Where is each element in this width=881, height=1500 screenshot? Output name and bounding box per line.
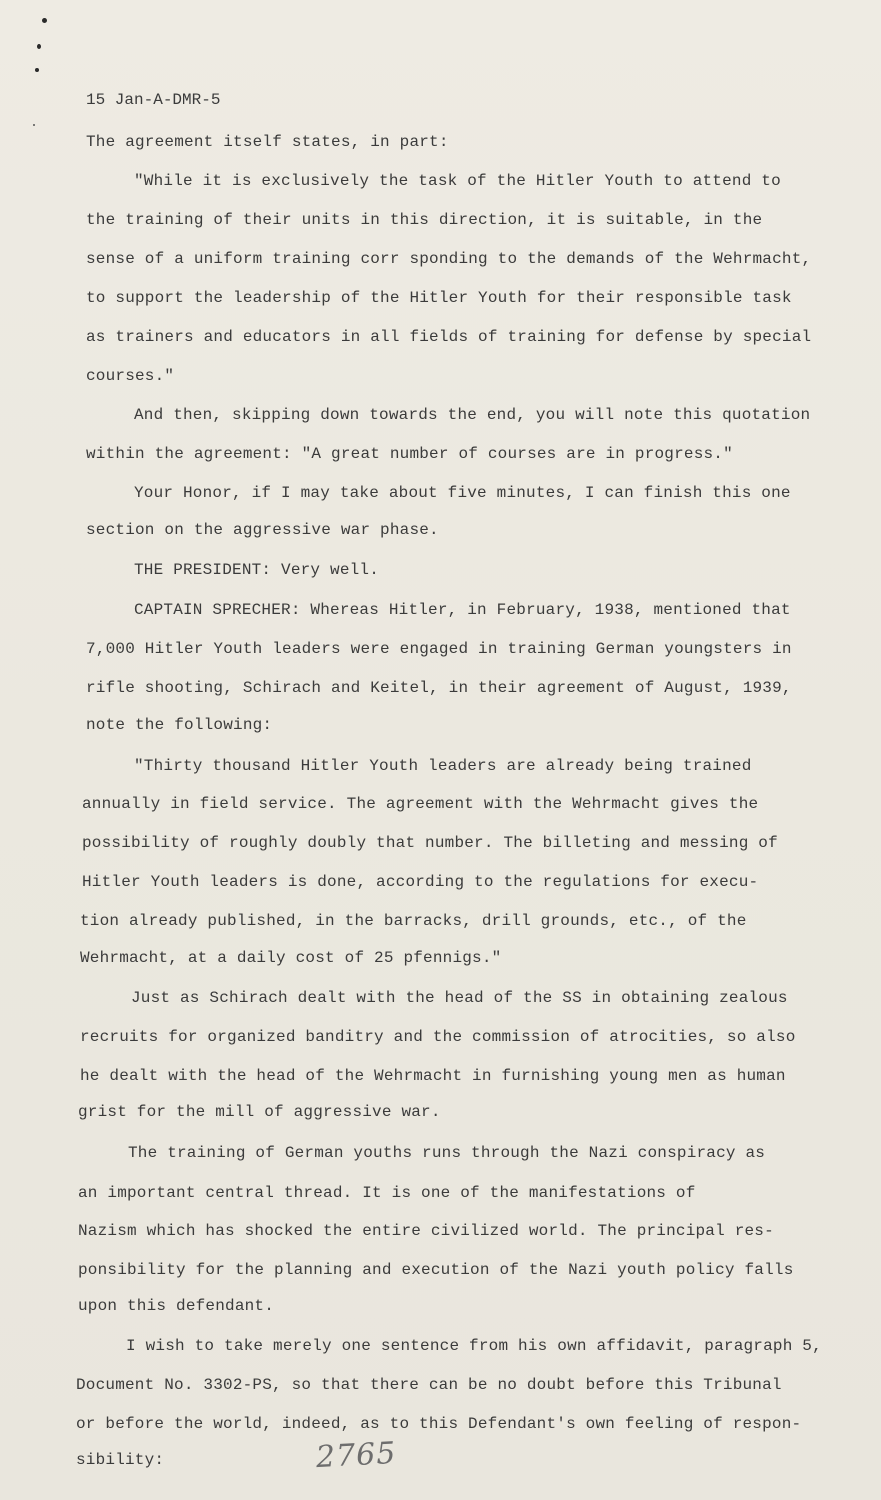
text-line: The agreement itself states, in part: — [86, 133, 449, 151]
text-line: I wish to take merely one sentence from his own affidavit, paragraph 5, — [126, 1337, 822, 1355]
text-line: "While it is exclusively the task of the Hitler Youth to attend to — [134, 172, 781, 190]
margin-mark — [35, 68, 39, 72]
text-line: "Thirty thousand Hitler Youth leaders are already being trained — [134, 757, 752, 775]
text-line: ponsibility for the planning and execution of the Nazi youth policy falls — [78, 1261, 794, 1279]
text-line: courses." — [86, 367, 175, 385]
text-line: Wehrmacht, at a daily cost of 25 pfennigs." — [80, 949, 502, 967]
text-line: note the following: — [86, 716, 273, 734]
text-line: The training of German youths runs through the Nazi conspiracy as — [128, 1144, 766, 1162]
text-line: Nazism which has shocked the entire civilized world. The principal res- — [78, 1222, 774, 1240]
text-line: Just as Schirach dealt with the head of the SS in obtaining zealous — [131, 989, 788, 1007]
text-line: upon this defendant. — [78, 1297, 275, 1315]
text-line: an important central thread. It is one of the manifestations of — [78, 1184, 696, 1202]
text-line: grist for the mill of aggressive war. — [78, 1103, 441, 1121]
text-line: sibility: — [76, 1451, 165, 1469]
text-line: Your Honor, if I may take about five minutes, I can finish this one — [134, 484, 791, 502]
margin-mark — [33, 124, 35, 126]
text-line: tion already published, in the barracks, drill grounds, etc., of the — [80, 912, 747, 930]
text-line: to support the leadership of the Hitler Youth for their responsible task — [86, 289, 792, 307]
text-line: or before the world, indeed, as to this Defendant's own feeling of respon- — [76, 1415, 802, 1433]
document-header: 15 Jan-A-DMR-5 — [86, 91, 221, 109]
text-line: Document No. 3302-PS, so that there can be no doubt before this Tribunal — [76, 1376, 782, 1394]
text-line: annually in field service. The agreement with the Wehrmacht gives the — [82, 795, 759, 813]
text-line: as trainers and educators in all fields of training for defense by special — [86, 328, 812, 346]
text-line: recruits for organized banditry and the commission of atrocities, so also — [80, 1028, 796, 1046]
text-line: rifle shooting, Schirach and Keitel, in their agreement of August, 1939, — [86, 679, 792, 697]
page-number: 2765 — [315, 1435, 398, 1476]
text-line: CAPTAIN SPRECHER: Whereas Hitler, in February, 1938, mentioned that — [134, 601, 791, 619]
text-line: Hitler Youth leaders is done, according to the regulations for execu- — [82, 873, 759, 891]
margin-mark — [37, 44, 41, 49]
text-line: sense of a uniform training corr sponding to the demands of the Wehrmacht, — [86, 250, 812, 268]
margin-mark — [42, 18, 47, 23]
text-line: possibility of roughly doubly that number. The billeting and messing of — [82, 834, 778, 852]
text-line: within the agreement: "A great number of courses are in progress." — [86, 445, 733, 463]
text-line: And then, skipping down towards the end, you will note this quotation — [134, 406, 811, 424]
text-line: section on the aggressive war phase. — [86, 521, 439, 539]
text-line: THE PRESIDENT: Very well. — [134, 561, 380, 579]
text-line: he dealt with the head of the Wehrmacht in furnishing young men as human — [80, 1067, 786, 1085]
text-line: the training of their units in this direction, it is suitable, in the — [86, 211, 763, 229]
text-line: 7,000 Hitler Youth leaders were engaged in training German youngsters in — [86, 640, 792, 658]
